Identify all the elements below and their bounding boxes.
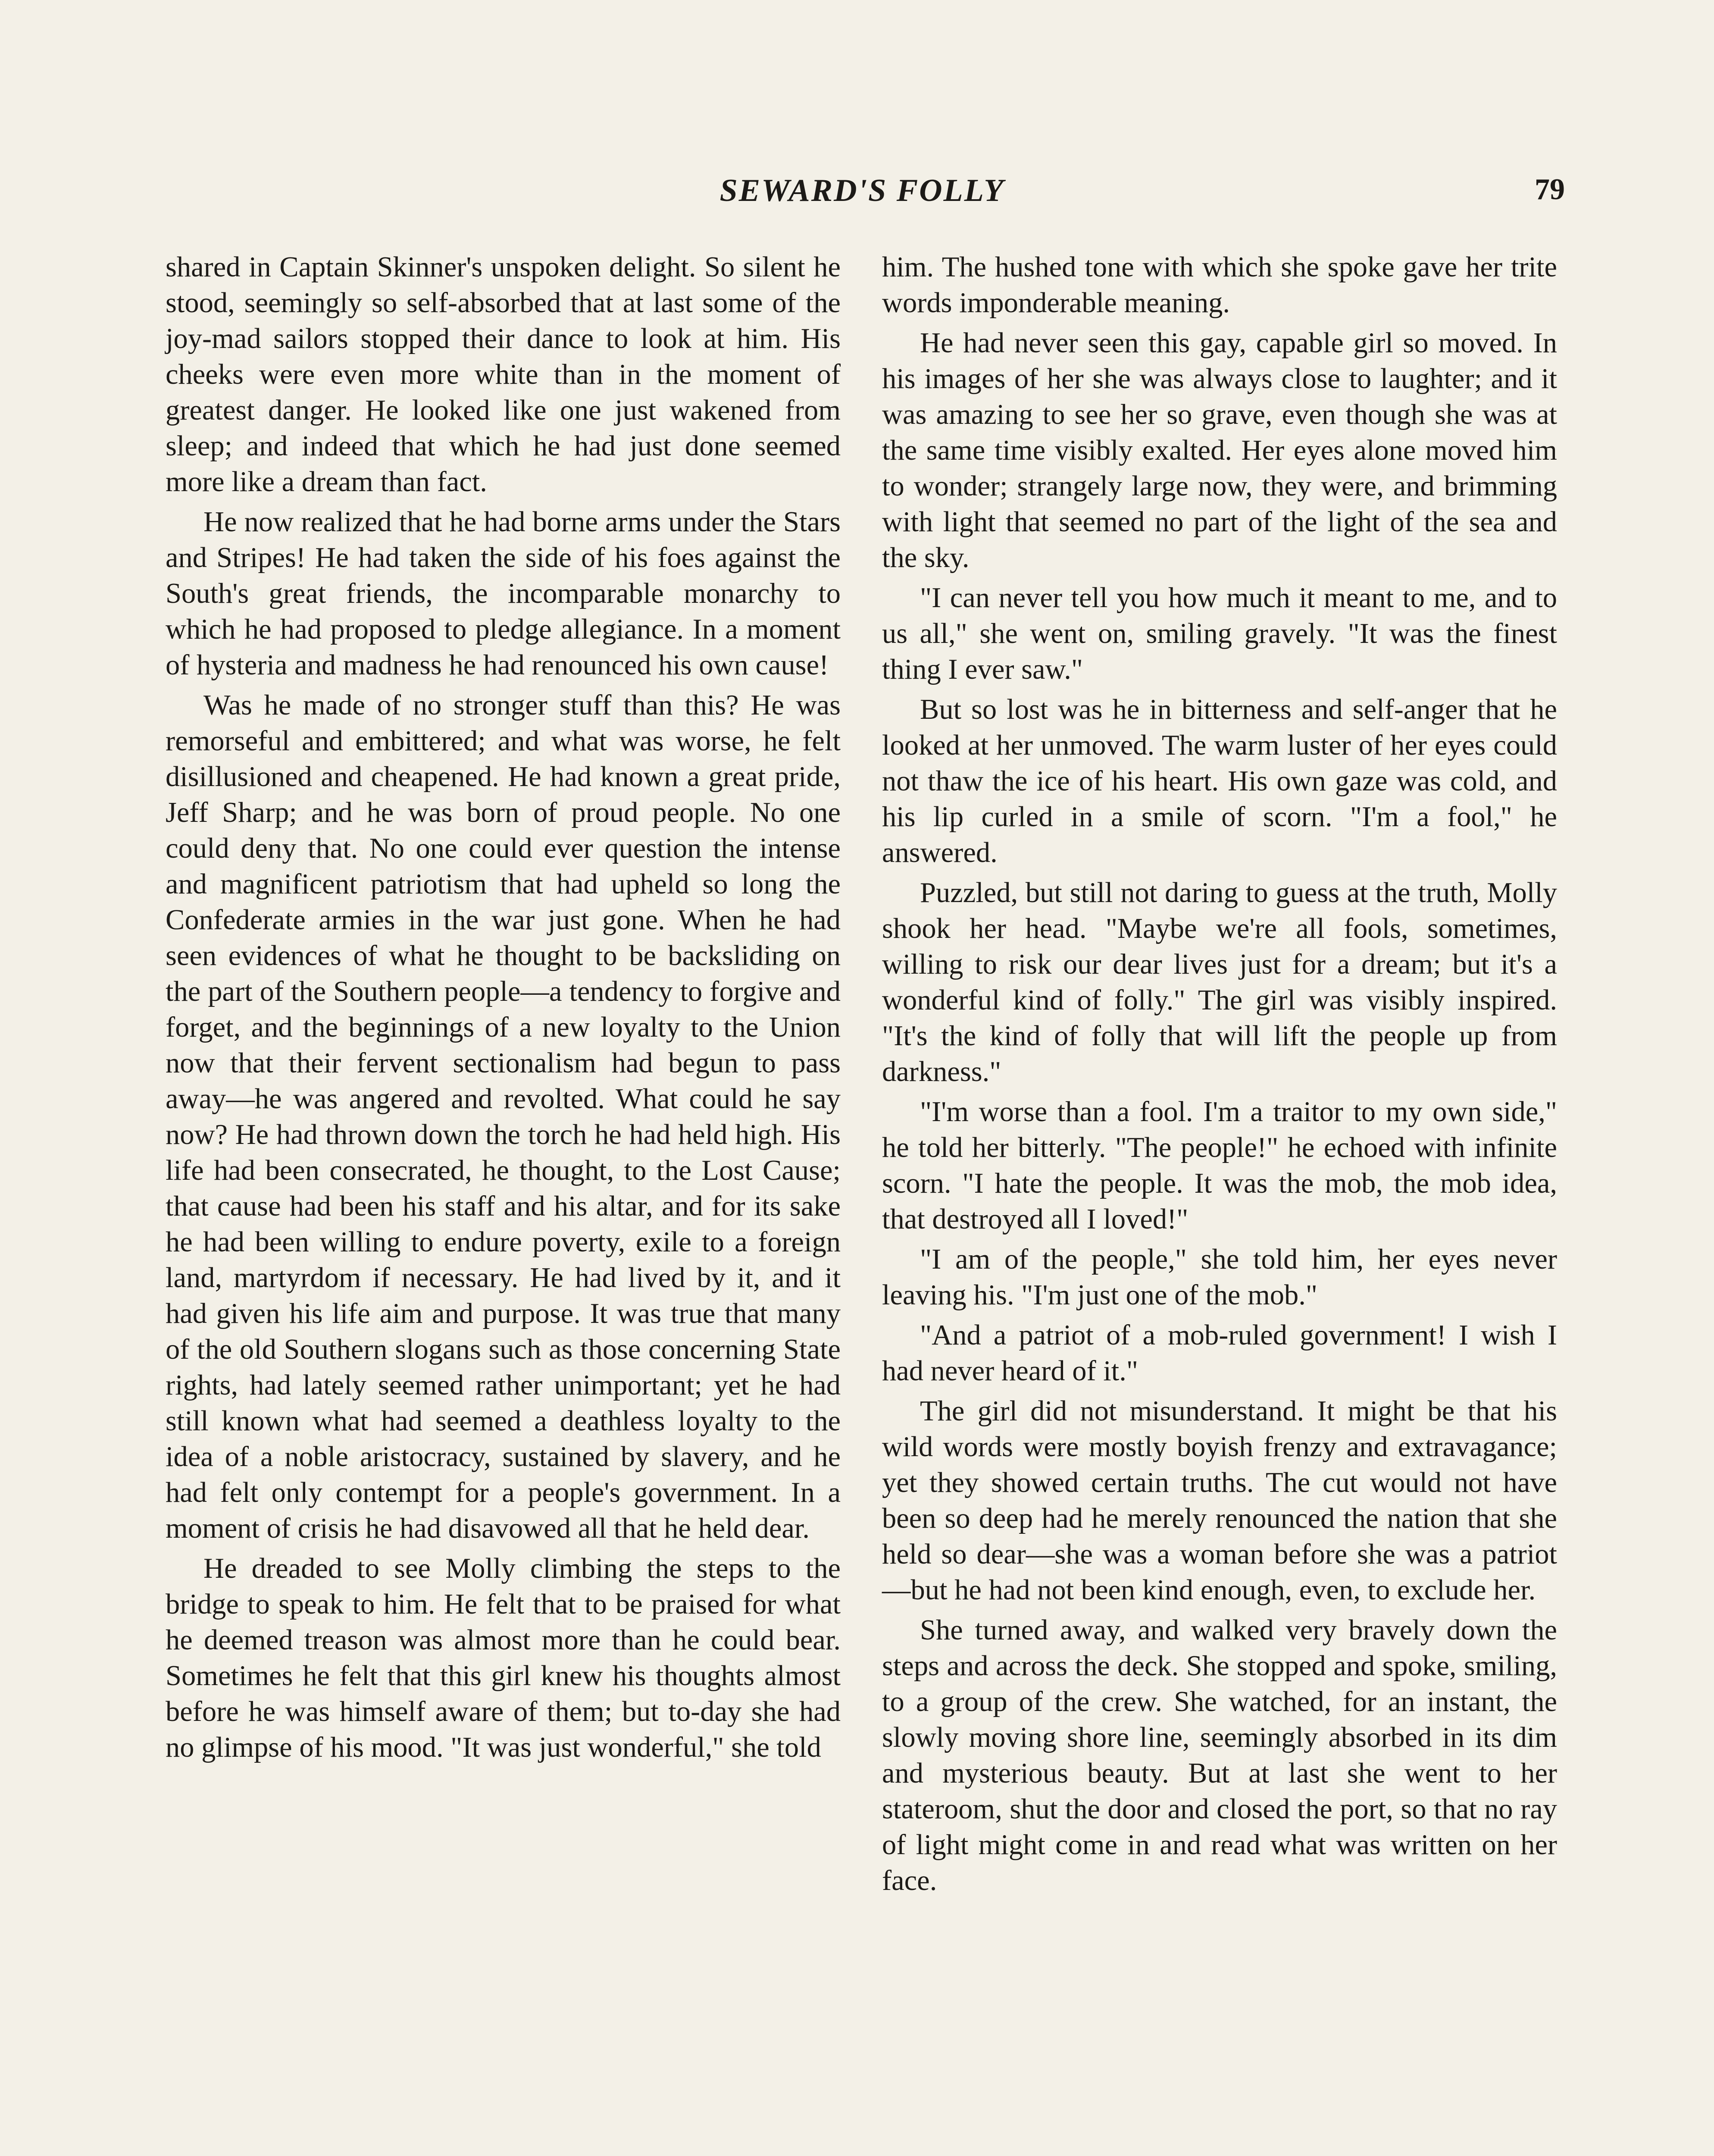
page-number: 79 [1535,173,1565,206]
paragraph: shared in Captain Skinner's unspoken delight. So silent he stood, seemingly so self-absorbed that at last some of the joy-mad sailors stopped their dance to look at him. His cheeks were even more white than in the moment of greatest danger. He looked like one just wakened from sleep; and indeed that which he had just done seemed more like a dream than fact. [166,251,841,498]
paragraph: Was he made of no stronger stuff than this? He was remorseful and embittered; and what was worse, he felt disillusioned and cheapened. He had known a great pride, Jeff Sharp; and he was born of proud people. No one could deny that. No one could ever question the intense and magnificent patriotism that had upheld so long the Confederate armies in the war just gone. When he had seen evidences of what he thought to be backsliding on the part of the Southern people—a tendency to forgive and forget, and the beginnings of a new loyalty to the Union now that their fervent sectionalism had begun to pass away—he was angered and revolted. What could he say now? He had thrown down the torch he had held high. His life had been consecrated, he thought, to the Lost Cause; that cause had been his staff and his altar, and for its sake he had been willing to endure poverty, exile to a foreign land, martyrdom if necessary. He had lived by it, and it had given his life aim and purpose. It was true that many of the old Southern slogans such as those concerning State rights, had lately seemed rather unimportant; yet he had still known what had seemed a deathless loyalty to the idea of a noble aristocracy, sustained by slavery, and he had felt only contempt for a people's government. In a moment of crisis he had disavowed all that he held dear. [166,689,841,1544]
paragraph: But so lost was he in bitterness and self-anger that he looked at her unmoved. The warm luster of her eyes could not thaw the ice of his heart. His own gaze was cold, and his lip curled in a smile of scorn. "I'm a fool," he answered. [882,694,1557,868]
paragraph: Puzzled, but still not daring to guess at the truth, Molly shook her head. "Maybe we're all fools, sometimes, willing to risk our dear lives just for a dream; but it's a wonderful kind of folly." The girl was visibly inspired. "It's the kind of folly that will lift the people up from darkness." [882,877,1557,1087]
paragraph: "And a patriot of a mob-ruled government! I wish I had never heard of it." [882,1319,1557,1387]
paragraph: He dreaded to see Molly climbing the steps to the bridge to speak to him. He felt that to be praised for what he deemed treason was almost more than he could bear. Sometimes he felt that this girl knew his thoughts almost before he was himself aware of them; but to-day she had no glimpse of his mood. "It was just wonderful," she told [166,1553,841,1763]
right-column [882,249,1557,1903]
paragraph: The girl did not misunderstand. It might be that his wild words were mostly boyish frenzy and extravagance; yet they showed certain truths. The cut would not have been so deep had he merely renounced the nation that she held so dear—she was a woman before she was a patriot—but he had not been kind enough, even, to exclude her. [882,1395,1557,1606]
paragraph: "I can never tell you how much it meant to me, and to us all," she went on, smiling gravely. "It was the finest thing I ever saw." [882,582,1557,685]
paragraph: He now realized that he had borne arms under the Stars and Stripes! He had taken the side of his foes against the South's great friends, the incomparable monarchy to which he had proposed to pledge allegiance. In a moment of hysteria and madness he had renounced his own cause! [166,506,841,681]
left-column [166,249,841,1770]
paragraph: him. The hushed tone with which she spoke gave her trite words imponderable meaning. [882,251,1557,319]
paragraph: She turned away, and walked very bravely down the steps and across the deck. She stopped and spoke, smiling, to a group of the crew. She watched, for an instant, the slowly moving shore line, seemingly absorbed in its dim and mysterious beauty. But at last she went to her stateroom, shut the door and closed the port, so that no ray of light might come in and read what was written on her face. [882,1614,1557,1896]
paragraph: "I am of the people," she told him, her eyes never leaving his. "I'm just one of the mob." [882,1244,1557,1311]
paragraph: "I'm worse than a fool. I'm a traitor to my own side," he told her bitterly. "The people!" he echoed with infinite scorn. "I hate the people. It was the mob, the mob idea, that destroyed all I loved!" [882,1096,1557,1235]
running-header-title: SEWARD'S FOLLY [719,173,1005,208]
paragraph: He had never seen this gay, capable girl so moved. In his images of her she was always close to laughter; and it was amazing to see her so grave, even though she was at the same time visibly exalted. Her eyes alone moved him to wonder; strangely large now, they were, and brimming with light that seemed no part of the light of the sea and the sky. [882,327,1557,573]
